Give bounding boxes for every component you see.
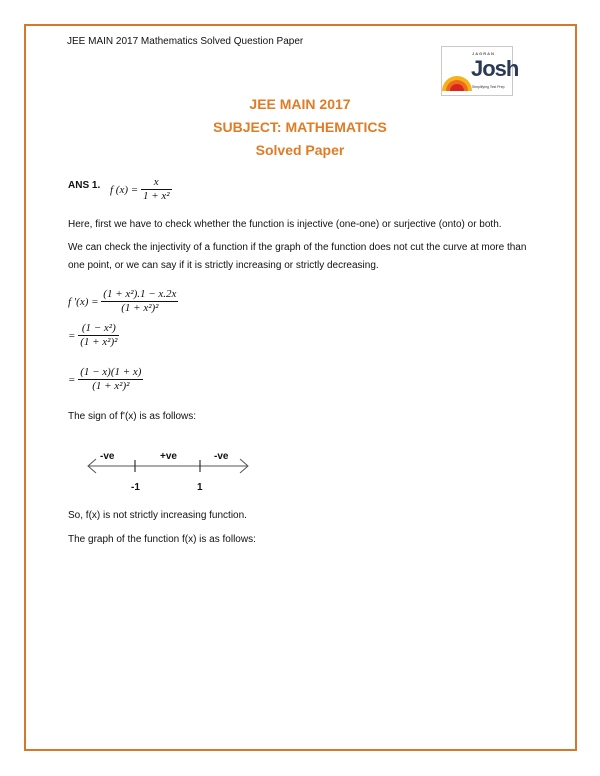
- title-subject: SUBJECT: MATHEMATICS: [213, 119, 387, 135]
- derivative-denominator-1: (1 + x²)²: [121, 302, 159, 314]
- sign-left: -ve: [100, 451, 115, 462]
- equals-sign: =: [68, 373, 76, 386]
- title-exam: JEE MAIN 2017: [249, 96, 351, 112]
- derivative-step2: [68, 322, 119, 349]
- function-definition: [110, 176, 172, 203]
- derivative-denominator-3: (1 + x²)²: [92, 380, 130, 392]
- derivative-step3: [68, 366, 143, 393]
- sunrise-logo-icon: [440, 61, 474, 95]
- point-minus-one: -1: [131, 482, 140, 493]
- derivative-numerator-1: (1 + x²).1 − x.2x: [103, 288, 177, 300]
- logo-main-text: Josh: [471, 56, 519, 81]
- page-header: JEE MAIN 2017 Mathematics Solved Question Paper: [67, 36, 304, 47]
- function-lhs: f (x) =: [110, 183, 139, 196]
- point-one: 1: [197, 482, 203, 493]
- derivative-numerator-2: (1 − x²): [78, 322, 119, 336]
- logo-tagline: Simplifying Test Prep: [472, 85, 505, 89]
- function-denominator: 1 + x²: [142, 190, 170, 202]
- sign-middle: +ve: [160, 451, 177, 462]
- paragraph-sign: The sign of f'(x) is as follows:: [68, 411, 197, 422]
- paragraph-conclusion: So, f(x) is not strictly increasing function.: [68, 510, 247, 521]
- sign-right: -ve: [214, 451, 229, 462]
- paragraph-graph-intro: The graph of the function f(x) is as follows:: [68, 534, 256, 545]
- derivative-fraction-2: [78, 322, 119, 349]
- paragraph-injective: Here, first we have to check whether the function is injective (one-one) or surjective (onto) or both.: [68, 219, 502, 230]
- derivative-fraction-3: [78, 366, 143, 393]
- function-numerator: x: [141, 176, 172, 190]
- title-solved: Solved Paper: [255, 142, 345, 158]
- jagran-josh-logo: [441, 46, 519, 96]
- derivative-lhs: f '(x) =: [68, 295, 99, 308]
- derivative-denominator-2: (1 + x²)²: [80, 336, 118, 348]
- derivative-numerator-3: (1 − x)(1 + x): [80, 366, 142, 378]
- answer-label: ANS 1.: [68, 180, 101, 191]
- logo-top-text: JAGRAN: [472, 51, 495, 56]
- equals-sign: =: [68, 329, 76, 342]
- paragraph-injectivity-check: We can check the injectivity of a function if the graph of the function does not cut the curve at more than one point, or we can say if it is strictly increasing or strictly decreasing.: [68, 242, 527, 271]
- function-fraction: [141, 176, 172, 203]
- derivative-step1: [68, 288, 178, 315]
- derivative-fraction-1: [101, 288, 178, 315]
